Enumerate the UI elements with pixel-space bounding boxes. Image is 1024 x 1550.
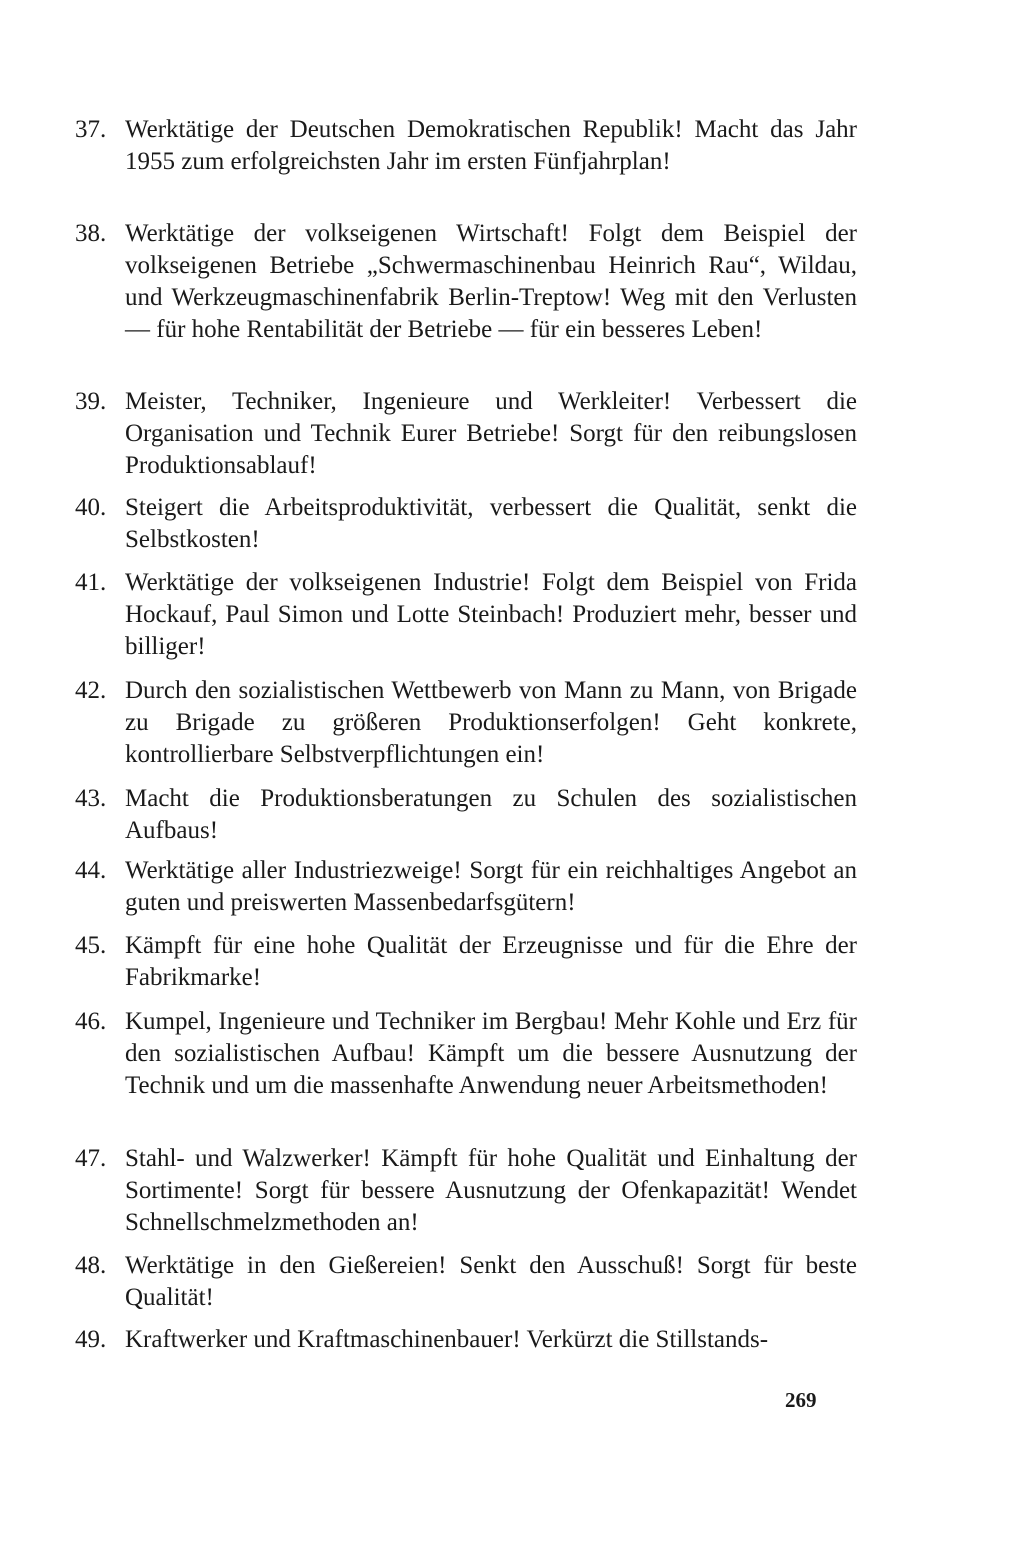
- item-number: 42.: [75, 677, 107, 704]
- item-text: Werktätige der volkseigenen Industrie! Folgt dem Beispiel von Frida Hockauf, Paul Simon und Lotte Steinbach! Produziert mehr, besser und billiger!: [125, 569, 857, 660]
- item-text: Kraftwerker und Kraftmaschinenbauer! Verkürzt die Stillstands-: [125, 1326, 769, 1353]
- item-number: 48.: [75, 1252, 107, 1279]
- item-number: 44.: [75, 857, 107, 884]
- item-text: Werktätige der volkseigenen Wirtschaft! Folgt dem Beispiel der volkseigenen Betriebe „Schwermaschinenbau Heinrich Rau“, Wildau, und Werkzeugmaschinenfabrik Berlin-Treptow! Weg mit den Verlusten — für hohe Rentabilität der Betriebe — für ein besseres Leben!: [125, 220, 857, 343]
- slogan-item-37: [75, 114, 857, 178]
- item-number: 43.: [75, 785, 107, 812]
- item-number: 46.: [75, 1008, 107, 1035]
- slogan-item-44: [75, 855, 857, 919]
- slogan-item-41: [75, 567, 857, 663]
- slogan-item-49: [75, 1324, 857, 1356]
- slogan-item-40: [75, 492, 857, 556]
- item-text: Werktätige der Deutschen Demokratischen Republik! Macht das Jahr 1955 zum erfolgreichsten Jahr im ersten Fünfjahrplan!: [125, 116, 857, 175]
- slogan-item-38: [75, 218, 857, 346]
- item-text: Stahl- und Walzwerker! Kämpft für hohe Qualität und Einhaltung der Sortimente! Sorgt für bessere Ausnutzung der Ofenkapazität! Wendet Schnellschmelzmethoden an!: [125, 1145, 857, 1236]
- slogan-item-39: [75, 386, 857, 482]
- item-text: Meister, Techniker, Ingenieure und Werkleiter! Verbessert die Organisation und Technik Eurer Betriebe! Sorgt für den reibungslosen Produktionsablauf!: [125, 388, 857, 479]
- item-text: Werktätige aller Industriezweige! Sorgt für ein reichhaltiges Angebot an guten und preiswerten Massenbedarfsgütern!: [125, 857, 857, 916]
- item-text: Durch den sozialistischen Wettbewerb von Mann zu Mann, von Brigade zu Brigade zu größeren Produktionserfolgen! Geht konkrete, kontrollierbare Selbstverpflichtungen ein!: [125, 677, 857, 768]
- slogan-item-43: [75, 783, 857, 847]
- item-number: 39.: [75, 388, 107, 415]
- item-number: 40.: [75, 494, 107, 521]
- slogan-item-48: [75, 1250, 857, 1314]
- item-text: Kämpft für eine hohe Qualität der Erzeugnisse und für die Ehre der Fabrikmarke!: [125, 932, 857, 991]
- item-text: Werktätige in den Gießereien! Senkt den Ausschuß! Sorgt für beste Qualität!: [125, 1252, 857, 1311]
- slogan-item-45: [75, 930, 857, 994]
- item-text: Steigert die Arbeitsproduktivität, verbessert die Qualität, senkt die Selbstkosten!: [125, 494, 857, 553]
- item-text: Macht die Produktionsberatungen zu Schulen des sozialistischen Aufbaus!: [125, 785, 857, 844]
- item-number: 45.: [75, 932, 107, 959]
- item-number: 38.: [75, 220, 107, 247]
- page-number: 269: [785, 1388, 817, 1412]
- slogan-item-42: [75, 675, 857, 771]
- item-number: 41.: [75, 569, 107, 596]
- item-number: 47.: [75, 1145, 107, 1172]
- item-number: 37.: [75, 116, 107, 143]
- slogan-item-47: [75, 1143, 857, 1239]
- slogan-item-46: [75, 1006, 857, 1102]
- item-number: 49.: [75, 1326, 107, 1353]
- item-text: Kumpel, Ingenieure und Techniker im Bergbau! Mehr Kohle und Erz für den sozialistischen Aufbau! Kämpft um die bessere Ausnutzung der Technik und um die massenhafte Anwendung neuer Arbeitsmethoden!: [125, 1008, 857, 1099]
